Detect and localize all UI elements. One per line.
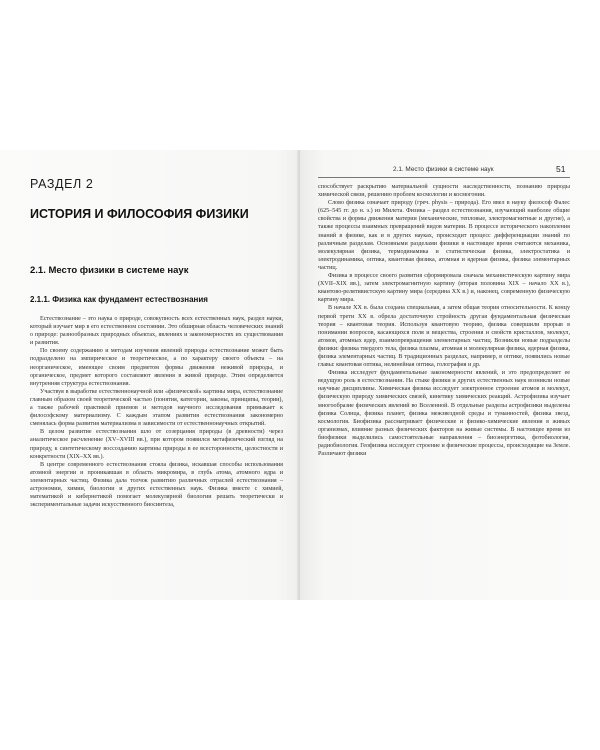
subsubsection-title: 2.1.1. Физика как фундамент естествознания <box>30 295 208 304</box>
paragraph: Слово физика означает природу (греч. physis – природа). Его ввел в науку философ Фалес (625–545 гг. до н. э.) из Милета. Физика – раздел естествознания, изучающий наиболее общие свойства и формы движения материи (механические, тепловые, электромагнитные и другие), а также процессы взаимных превращений видов материи. В процессе исторического накопления знаний в физике, как и в других науках, происходит процесс дифференциации знаний по различным разделам. Основными разделами физики в настоящее время считаются механика, молекулярная физика, термодинамика и статистическая физика, электростатика и электродинамика, оптика, квантовая физика, атомная и ядерная физика, физика элементарных частиц. <box>318 200 570 271</box>
paragraph: В начале XX в. была создана специальная, а затем общая теория относительности. К концу первой трети XX в. обрела достаточную стройность другая фундаментальная физическая теория – квантовая теория. Используя квантовую теорию, физика совершили прорыв в понимании вопросов, касающихся поля и вещества, строения и свойств кристаллов, молекул, атомов, атомных ядер, взаимопревращения элементарных частиц. Возникли новые подразделы физики: физика твердого тела, физика плазмы, атомная и молекулярная физика, ядерная физика, физика элементарных частиц. В традиционных разделах, например, в оптике, появились новые главы: квантовая оптика, нелинейная оптика, голография и др. <box>318 305 570 369</box>
running-head: 2.1. Место физики в системе наук <box>393 166 494 173</box>
paragraph: Физика в процессе своего развития сформировала сначала механистическую картину мира (XVII–XIX вв.), затем электромагнитную картину (вторая половина XIX – начало XX в.), квантово-релятивистскую картину мира (середина XX в.) и, наконец, современную физическую картину мира. <box>318 273 570 304</box>
page-number: 51 <box>556 164 566 174</box>
section-title: ИСТОРИЯ И ФИЛОСОФИЯ ФИЗИКИ <box>30 207 249 221</box>
paragraph: Участвуя в выработке естественнонаучной или «физической» картины мира, естествознание главным образом своей теоретической частью (понятия, категории, законы, принципы, теории), а также рабочей практикой приемов и методов научного исследования примыкает к философскому материализму. С каждым этапом развития естествознания закономерно сменялась форма развития материализма в зависимости от естественнонаучных открытий. <box>30 388 283 428</box>
right-body-text <box>318 183 570 458</box>
subsection-title: 2.1. Место физики в системе наук <box>30 265 189 276</box>
paragraph: способствует раскрытию материальной сущности наследственности, познанию природы химической связи, решению проблем космологии и космогонии. <box>318 184 570 199</box>
left-page <box>0 150 300 600</box>
header-rule <box>318 177 570 178</box>
paragraph: В центре современного естествознания стояла физика, искавшая способы использования атомной энергии и проникавшая в область микромира, в глубь атома, атомного ядра и элементарных частиц. Физика дала толчок развитию различных отраслей естествознания – астрономии, химии, биологии и других естественных наук. Физика вместе с химией, математикой и кибернетикой помогает молекулярной биологии решать теоретически и экспериментальные задачи искусственного биосинтеза, <box>30 461 283 509</box>
book-spread <box>0 150 600 600</box>
left-body-text <box>30 315 283 509</box>
section-label: РАЗДЕЛ 2 <box>30 177 94 191</box>
paragraph: Естествознание – это наука о природе, совокупность всех естественных наук, раздел науки, который изучает мир в его естественном состоянии. Это обширная область человеческих знаний о природе: разнообразных природных объектах, явлениях и закономерностях их существования и развития. <box>30 316 283 347</box>
paragraph: В целом развитие естествознания шло от созерцания природы (в древности) через аналитическое расчленение (XV–XVIII вв.), при котором появился метафизический взгляд на природу, к синтетическому воссозданию картины природы в ее всесторонности, целостности и конкретности (XIX–XX вв.). <box>30 429 283 460</box>
paragraph: По своему содержанию и методам изучения явлений природы естествознание может быть подразделено на эмпирическое и теоретическое, а по характеру своего объекта – на неорганическое, имеющее своим предметом формы движения неживой природы, и органическое, предмет которого составляют явления в живой природе. Этим определяется внутренняя структура естествознания. <box>30 348 283 387</box>
paragraph: Физика исследует фундаментальные закономерности явлений, и это предопределяет ее ведущую роль в естествознании. На стыке физики и других естественных наук возникли новые научные дисциплины. Химическая физика исследует электронное строение атомов и молекул, физическую природу химических связей, кинетику химических реакций. Астрофизика изучает многообразие физических явлений во Вселенной. В отдельные разделы астрофизики выделены физика Солнца, физика планет, физика межзвездной среды и туманностей, физика звезд, космология. Биофизика рассматривает физические и физико-химические явления в живых организмах, влияние разных физических факторов на живые системы. В настоящее время из биофизики выделились самостоятельные направления – биоэнергетика, фотобиология, радиобиология. Геофизика исследует строение и физические процессы, происходящие на Земле. Различают физики <box>318 370 570 458</box>
